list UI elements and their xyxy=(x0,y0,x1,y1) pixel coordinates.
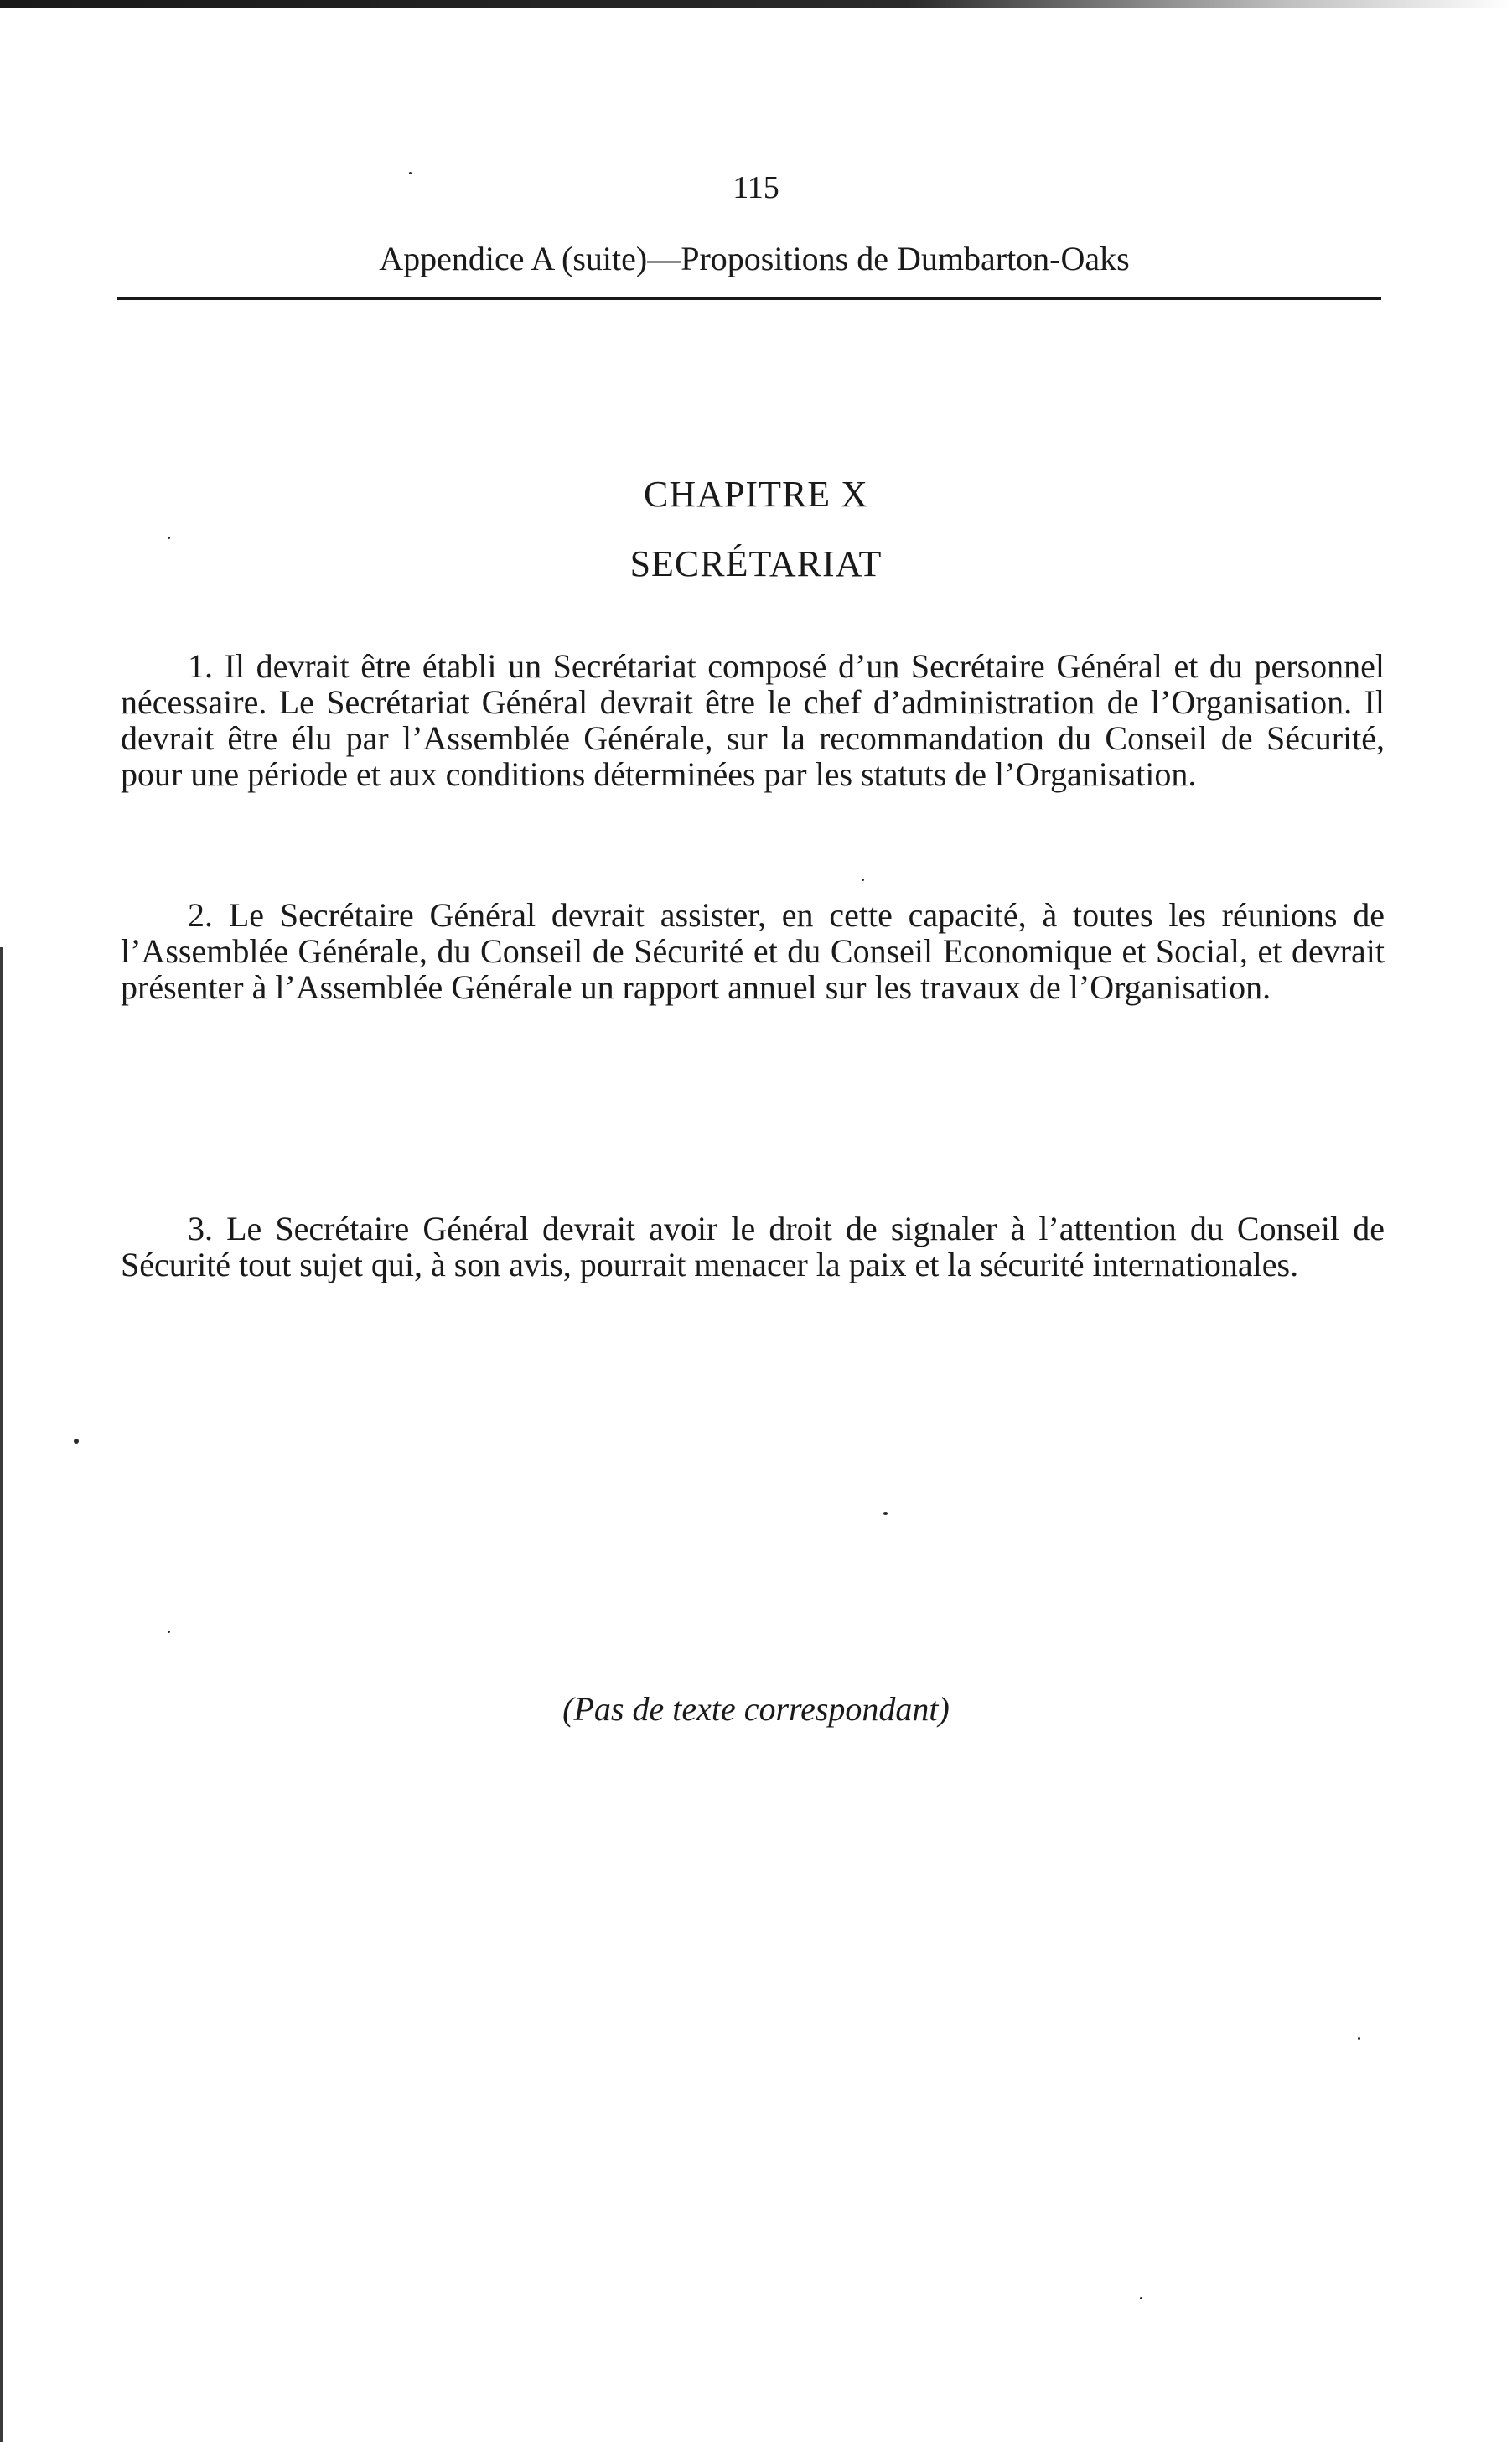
scan-speck xyxy=(1358,2037,1360,2040)
page-number: 115 xyxy=(733,170,779,205)
paragraph-2: 2. Le Secrétaire Général devrait assister, en cette capacité, à toutes les réunions de l’Assemblée Générale, du Conseil de Sécurité et du Conseil Economique et Social, et devrait présenter à l’Assemblée Générale un rapport annuel sur les travaux de l’Organisation. xyxy=(121,896,1385,1006)
paragraph-1: 1. Il devrait être établi un Secrétariat composé d’un Secrétaire Général et du personnel nécessaire. Le Secrétariat Général devrait être le chef d’administration de l’Organisation. Il devrait être élu par l’Assemblée Générale, sur la recommandation du Conseil de Sécurité, pour une période et aux conditions déterminées par les statuts de l’Organisation. xyxy=(121,647,1385,793)
running-head: Appendice A (suite)—Propositions de Dumbarton-Oaks xyxy=(379,240,1130,277)
no-corresponding-text-note: (Pas de texte correspondant) xyxy=(562,1690,950,1728)
chapter-title: CHAPITRE X xyxy=(644,474,868,515)
header-rule xyxy=(117,297,1381,300)
top-scan-edge xyxy=(0,0,1512,8)
scan-speck xyxy=(168,1631,170,1633)
scan-speck xyxy=(74,1439,79,1444)
scan-speck xyxy=(883,1512,888,1515)
paragraph-3: 3. Le Secrétaire Général devrait avoir le droit de signaler à l’attention du Conseil de Sécurité tout sujet qui, à son avis, pourrait menacer la paix et la sécurité internationales. xyxy=(121,1210,1385,1283)
scan-speck xyxy=(168,537,170,539)
chapter-subtitle: SECRÉTARIAT xyxy=(629,543,883,584)
scan-speck xyxy=(409,172,412,174)
scan-speck xyxy=(1140,2297,1142,2299)
scan-speck xyxy=(862,879,864,881)
